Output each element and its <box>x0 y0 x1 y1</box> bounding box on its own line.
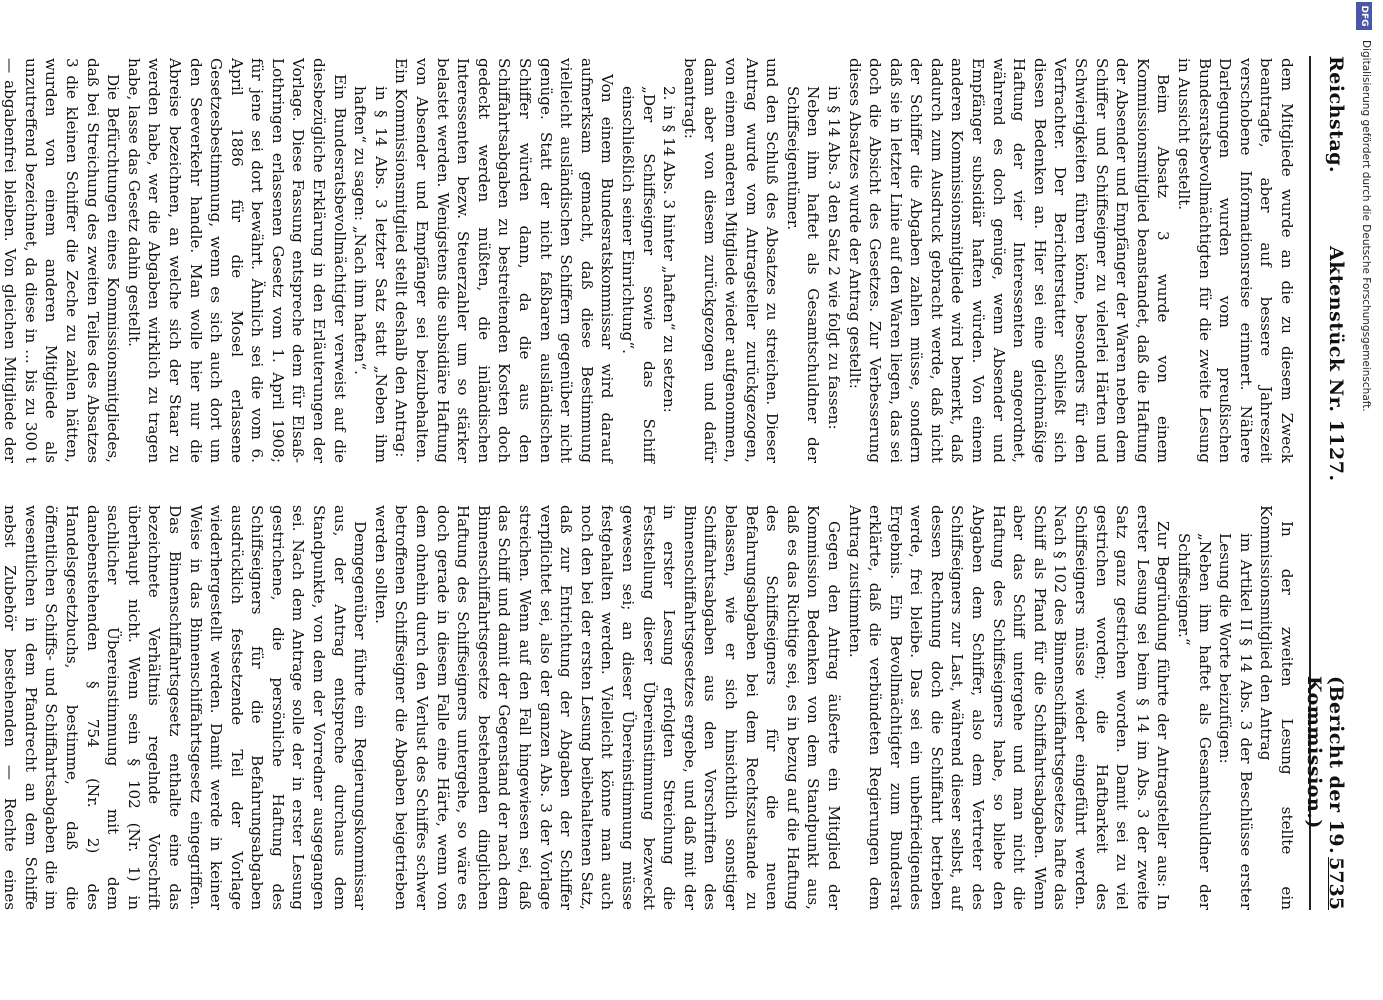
dfg-credit: Digitalisierung gefördert durch die Deutsche Forschungsgemeinschaft. <box>1360 40 1372 412</box>
page-number: 5735 <box>1325 857 1347 910</box>
left-column-paragraph: dem Mitgliede wurde an die zu diesem Zweck beantragte, aber auf bessere Jahreszeit verschobene Informationsreise erinnert. Nähere Darlegungen wurden vom preußischen Bundesratsbevollmächtigten für die zweite Lesung in Aussicht gestellt. <box>1175 58 1296 463</box>
dfg-logo: DFG <box>1356 2 1372 30</box>
right-column-paragraph: im Artikel II § 14 Abs. 3 der Beschlüsse erster Lesung die Worte beizufügen: <box>1216 533 1255 910</box>
left-column-paragraph: Von einem Bundesratskommissar wird darauf aufmerksam gemacht, daß diese Bestimmung vielleicht ausländischen Schiffern gegenüber nicht genüge. Statt der nicht faßbaren ausländischen Schiffer würden dann, da die aus den Schiffahrtsabgaben zu bestreitenden Kosten doch gedeckt werden müßten, die inländischen Interessenten bezw. Steuerzahler um so stärker belastet werden. Wenigstens die subsidiäre Haftung von Absender und Empfänger sei beizubehalten. Ein Kommissionsmitglied stellt deshalb den Antrag: <box>392 58 617 463</box>
left-column-paragraph: Beim Absatz 3 wurde von einem Kommissionsmitglied beanstandet, daß die Haftung der Absender und Empfänger der Waren neben dem Schiffer und Schiffseigner zu vielerlei Härten und Schwierigkeiten führen könne, besonders für den Verfrachter. Der Berichterstatter schließt sich diesen Bedenken an. Hier sei eine gleichmäßige Haftung der vier Interessenten angeordnet, während es doch genüge, wenn Absender und Empfänger subsidiär haften würden. Von einem anderen Kommissionsmitgliede wird bemerkt, daß dadurch zum Ausdruck gebracht werde, daß nicht der Schiffer die Abgaben zahlen müsse, sondern daß sie in letzter Linie auf den Waren liegen, das sei doch die Absicht des Gesetzes. Zur Verbesserung dieses Absatzes wurde der Antrag gestellt: <box>845 58 1173 463</box>
header-aktenstueck: Aktenstück Nr. 1127. <box>1325 246 1347 482</box>
left-column-paragraph: in § 14 Abs. 3 den Satz 2 wie folgt zu fassen: <box>824 86 843 430</box>
right-column <box>1 505 1297 910</box>
header-reichstag: Reichstag. <box>1325 56 1347 174</box>
right-column-paragraph: „Neben ihm haftet als Gesamtschuldner der Schiffseigner.“ <box>1175 533 1214 910</box>
left-column-paragraph: Die Befürchtungen eines Kommissionsmitgliedes, daß bei Streichung des zweiten Teiles des Absatzes 3 die kleinen Schiffer die Zeche zu zahlen hätten, wurden von einem anderen Mitgliede als unzutreffend bezeichnet, da diese in ... bis zu 300 t — abgabenfrei bleiben. Von gleichen Mitgliede der <box>1 58 123 463</box>
right-column-paragraph: Demgegenüber führte ein Regierungskommissar aus, der Antrag entspreche durchaus dem Standpunkte, von dem der Vorredner ausgegangen sei. Nach dem Antrage solle der in erster Lesung gestrichene, die persönliche Haftung des Schiffseigners für die Befahrungsabgaben ausdrücklich festsetzende Teil der Vorlage wiederhergestellt werden. Damit werde in keiner Weise in das Binnenschiffahrtsgesetz eingegriffen. Das Binnenschiffahrtsgesetz enthalte eine das bezeichnete Verhältnis regelnde Vorschrift überhaupt nicht. Wenn sein § 102 (Nr. 1) in sachlicher Übereinstimmung mit dem danebenstehenden § 754 (Nr. 2) des Handelsgesetzbuchs, bestimme, daß die öffentlichen Schiffs- und Schiffahrtsabgaben die im wesentlichen in dem Pfandrecht an dem Schiffe nebst Zubehör bestehenden — Rechte eines <box>1 505 370 910</box>
right-column-paragraph: Gegen den Antrag äußerte ein Mitglied der Kommission Bedenken von dem Standpunkt aus, daß es das Richtige sei, es in bezug auf die Haftung des Schiffseigners für die neuen Befahrungsabgaben bei dem Rechtszustande zu belassen, wie er sich hinsichtlich sonstiger Schiffahrtsabgaben aus den Vorschriften des Binnenschiffahrtsgesetzes ergebe, und daß mit der in erster Lesung erfolgten Streichung die Feststellung dieser Übereinstimmung bezweckt gewesen sei; an dieser Übereinstimmung müsse festgehalten werden. Vielleicht könne man auch noch den bei der ersten Lesung beibehaltenen Satz, daß zur Entrichtung der Abgaben der Schiffer verpflichtet sei, also der ganzen Abs. 3 der Vorlage streichen. Wenn auf den Fall hingewiesen sei, daß das Schiff und damit der Gegenstand der nach dem Binnenschiffahrtsgesetze bestehenden dinglichen Haftung des Schiffseigners untergehe, so wäre es doch gerade in diesem Falle eine Härte, wenn von dem ohnehin durch den Verlust des Schiffes schwer betroffenen Schiffseigner die Abgaben beigetrieben werden sollten. <box>371 505 843 910</box>
left-column <box>1 58 1297 463</box>
header-bericht: (Bericht der 19. Kommission.) <box>1303 676 1347 855</box>
left-column-paragraph: in § 14 Abs. 3 letzter Satz statt „Neben ihm haften“ zu sagen: „Nach ihm haften“. <box>351 86 390 463</box>
left-column-paragraph: Ein Bundesratsbevollmächtigter verweist auf die diesbezügliche Erklärung in den Erläuterungen der Vorlage. Diese Fassung entspreche dem für Elsaß-Lothringen erlassenen Gesetz vom 1. April 1908; für jene sei dort bewährt. Ähnlich sei die vom 6. April 1886 für die Mosel erlassene Gesetzesbestimmung, wenn es sich auch dort um den Seeverkehr handle. Man wolle hier nur die Abreise bezeichnen, an welche sich der Staar zu werden habe, wer die Abgaben wirklich zu tragen habe, lasse das Gesetz dahin gestellt. <box>124 58 349 463</box>
left-column-paragraph: Neben ihm haftet als Gesamtschuldner der Schiffseigentümer. <box>783 86 823 463</box>
left-column-paragraph: 2. in § 14 Abs. 3 hinter „haften“ zu setzen: <box>660 86 679 413</box>
left-column-paragraph: und den Schluß des Absatzes zu streichen. Dieser Antrag wurde vom Antragsteller zurückgezogen, von einem anderen Mitgliede wieder aufgenommen, dann aber von diesem zurückgezogen und dafür beantragt: <box>680 58 782 463</box>
right-column-paragraph: Zur Begründung führte der Antragsteller aus: In erster Lesung sei beim § 14 im Abs. 3 der zweite Satz ganz gestrichen worden. Damit sei zu viel gestrichen worden; die Haftbarkeit des Schiffseigners müsse wieder eingeführt werden. Nach § 102 des Binnenschiffahrtsgesetzes hafte das Schiff als Pfand für die Schiffahrtsabgaben. Wenn aber das Schiff untergehe und man nicht die Haftung des Schiffseigners habe, so bliebe den Abgaben dem Schiffer, also dem Vertreter des Schiffseigners zur Last, während dieser selbst, auf dessen Rechnung doch die Schiffahrt betrieben werde, frei bleibe. Das sei ein unbefriedigendes Ergebnis. Ein Bevollmächtigter zum Bundesrat erklärte, daß die verbündeten Regierungen dem Antrag zustimmten. <box>845 505 1173 910</box>
left-column-paragraph: „Der Schiffseigner sowie das Schiff einschließlich seiner Einrichtung“. <box>619 86 658 463</box>
right-column-paragraph: In der zweiten Lesung stellte ein Kommissionsmitglied den Antrag <box>1257 505 1296 910</box>
page-header <box>1303 56 1357 910</box>
